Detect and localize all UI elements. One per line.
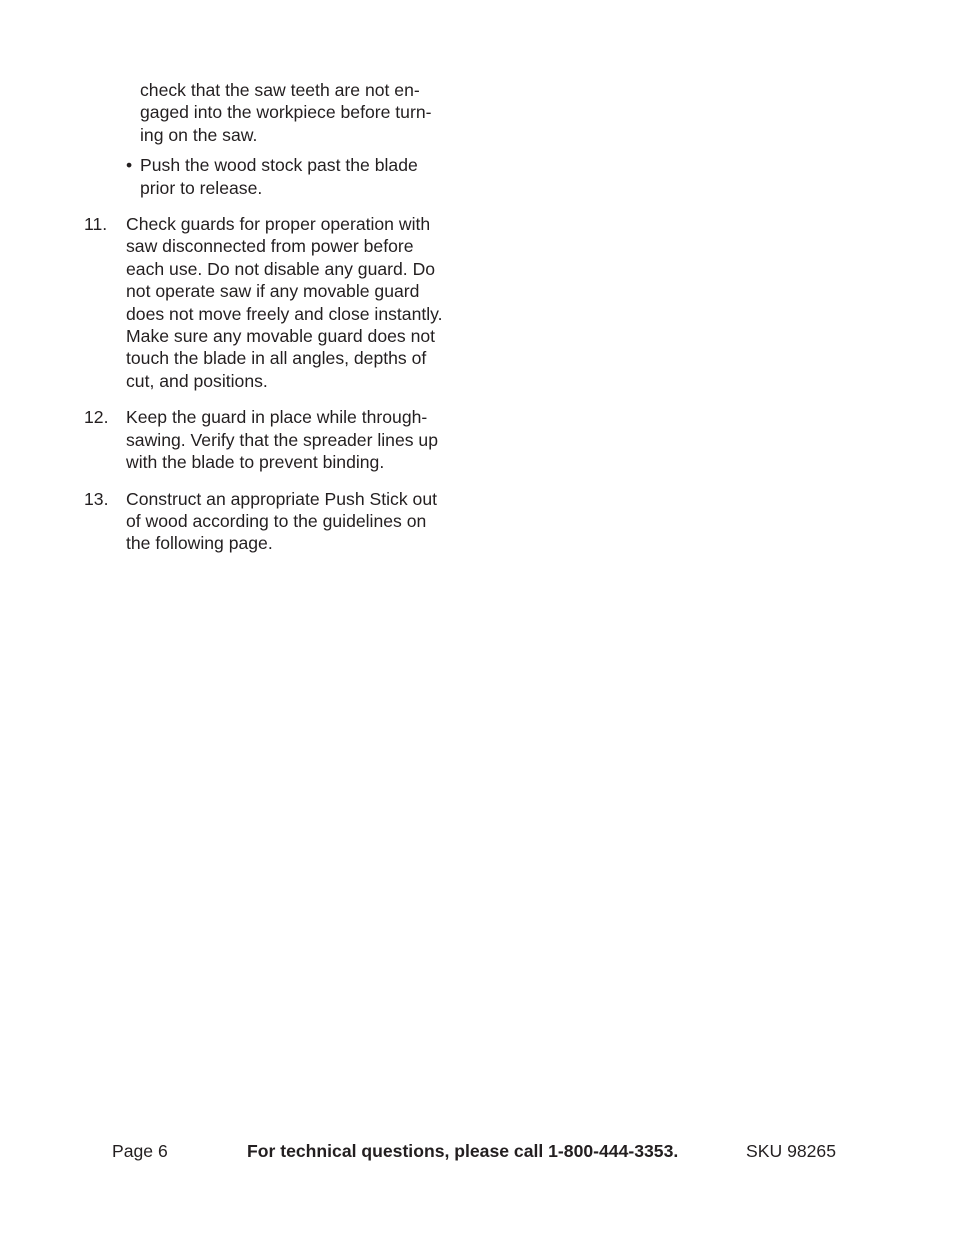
- page-footer: [0, 1138, 954, 1164]
- bullet-item: [84, 154, 484, 199]
- text-column: [84, 79, 484, 569]
- text-line: cut, and positions.: [126, 370, 268, 391]
- text-line: Check guards for proper operation with: [126, 214, 431, 235]
- text-line: Push the wood stock past the blade: [140, 155, 418, 176]
- tech-support-line: For technical questions, please call 1-800-444-3353.: [247, 1141, 679, 1161]
- page-number: Page 6: [112, 1141, 168, 1161]
- item-number: 11.: [84, 214, 108, 235]
- item-text: [126, 406, 484, 473]
- text-line: Construct an appropriate Push Stick out: [126, 488, 437, 509]
- numbered-item-12: [84, 406, 484, 473]
- numbered-item-13: [84, 488, 484, 555]
- text-line: not operate saw if any movable guard: [126, 281, 420, 302]
- text-line: touch the blade in all angles, depths of: [126, 348, 427, 369]
- text-line: sawing. Verify that the spreader lines up: [126, 429, 438, 450]
- text-line: Make sure any movable guard does not: [126, 326, 436, 347]
- continuation-paragraph: [84, 79, 484, 146]
- text-line: gaged into the workpiece before turn-: [140, 102, 432, 123]
- bullet-icon: •: [126, 155, 133, 176]
- text-line: with the blade to prevent binding.: [126, 452, 385, 473]
- text-line: each use. Do not disable any guard. Do: [126, 258, 436, 279]
- text-line: check that the saw teeth are not en-: [140, 80, 420, 100]
- item-number: 12.: [84, 407, 109, 428]
- text-line: ing on the saw.: [140, 124, 258, 145]
- item-text: [126, 488, 484, 555]
- numbered-item-11: [84, 213, 484, 392]
- text-line: the following page.: [126, 533, 273, 554]
- text-line: does not move freely and close instantly.: [126, 303, 443, 324]
- text-line: saw disconnected from power before: [126, 236, 414, 257]
- sku-label: SKU 98265: [746, 1141, 836, 1161]
- text-line: of wood according to the guidelines on: [126, 510, 427, 531]
- item-number: 13.: [84, 488, 109, 509]
- text-line: prior to release.: [140, 177, 263, 198]
- text-line: Keep the guard in place while through-: [126, 407, 428, 428]
- item-text: [126, 213, 484, 392]
- bullet-text: [140, 154, 484, 199]
